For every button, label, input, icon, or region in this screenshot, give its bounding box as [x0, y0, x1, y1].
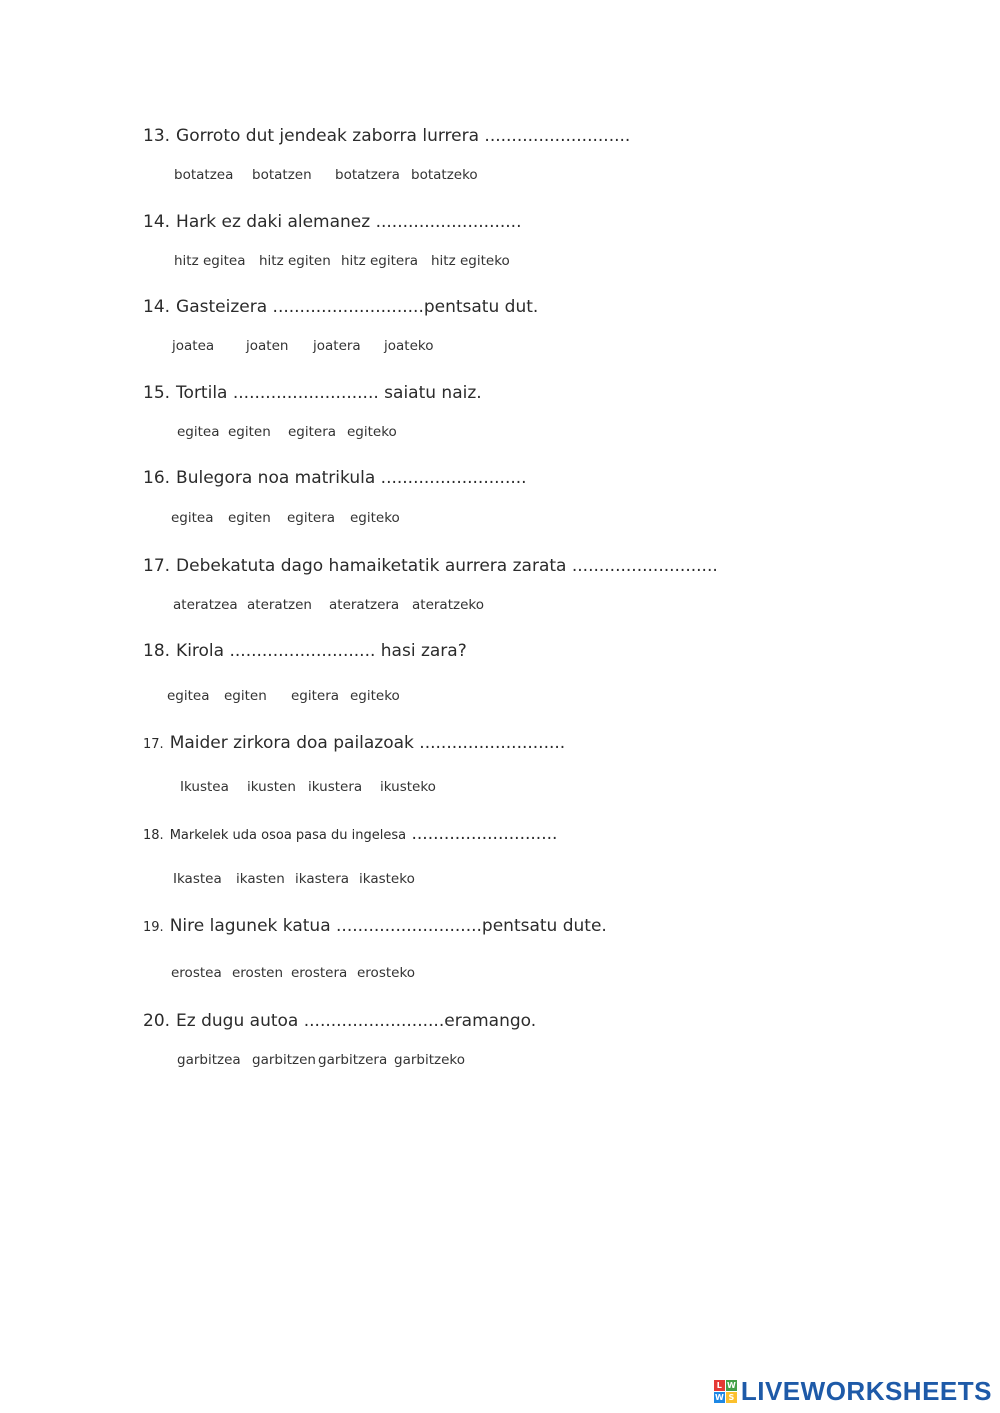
option[interactable]: garbitzea — [177, 1052, 241, 1068]
question-18a — [143, 641, 467, 661]
option[interactable]: botatzen — [252, 167, 312, 183]
option[interactable]: egitera — [288, 424, 337, 440]
option[interactable]: egiten — [228, 424, 271, 440]
question-text: Markelek uda osoa pasa du ingelesa — [169, 828, 407, 843]
option[interactable]: joatera — [313, 338, 361, 354]
option[interactable]: botatzea — [174, 167, 234, 183]
question-number: 14. — [143, 297, 171, 317]
question-text: Bulegora noa matrikula ........................... — [176, 468, 527, 488]
brand-name: LIVEWORKSHEETS — [740, 1376, 992, 1406]
question-15 — [143, 383, 482, 403]
option[interactable]: egiteko — [350, 688, 400, 704]
option[interactable]: erosten — [232, 965, 284, 981]
logo-cell: W — [714, 1393, 724, 1402]
option[interactable]: erostera — [291, 965, 348, 981]
question-16 — [143, 468, 527, 488]
question-number: 18. — [143, 641, 171, 661]
question-14a — [143, 212, 522, 232]
question-number: 17. — [143, 737, 164, 752]
option[interactable]: egiteko — [347, 424, 397, 440]
option[interactable]: egiten — [224, 688, 267, 704]
question-number: 19. — [143, 920, 164, 935]
question-20 — [143, 1011, 536, 1031]
option[interactable]: botatzera — [335, 167, 400, 183]
question-text: Tortila ........................... saiatu naiz. — [176, 383, 482, 403]
question-text: Hark ez daki alemanez ........................... — [176, 212, 522, 232]
option[interactable]: erostea — [171, 965, 222, 981]
option[interactable]: hitz egitea — [174, 253, 246, 269]
question-number: 14. — [143, 212, 171, 232]
question-text: Maider zirkora doa pailazoak ........................... — [169, 733, 566, 753]
option[interactable]: ateratzera — [329, 597, 400, 613]
question-13 — [143, 126, 630, 146]
question-text: Nire lagunek katua ...........................pentsatu dute. — [169, 916, 607, 936]
logo-cell: S — [726, 1392, 737, 1403]
option[interactable]: joatea — [172, 338, 215, 354]
option[interactable]: egitera — [291, 688, 340, 704]
option[interactable]: egiteko — [350, 510, 400, 526]
option[interactable]: hitz egitera — [341, 253, 419, 269]
option[interactable]: Ikastea — [173, 871, 222, 887]
question-18b — [143, 824, 557, 844]
option[interactable]: hitz egiteko — [431, 253, 510, 269]
option[interactable]: ikasteko — [359, 871, 415, 887]
logo-mark-icon — [714, 1380, 737, 1403]
option[interactable]: garbitzera — [318, 1052, 388, 1068]
question-text: Ez dugu autoa ..........................eramango. — [176, 1011, 537, 1031]
option[interactable]: egiten — [228, 510, 271, 526]
option[interactable]: egitea — [177, 424, 220, 440]
logo-cell: W — [726, 1381, 736, 1390]
answer-blank[interactable]: ........................... — [411, 824, 558, 844]
option[interactable]: egitera — [287, 510, 336, 526]
option[interactable]: hitz egiten — [259, 253, 331, 269]
question-14b — [143, 297, 538, 317]
option[interactable]: garbitzeko — [394, 1052, 465, 1068]
question-19 — [143, 916, 607, 936]
option[interactable]: ateratzea — [173, 597, 238, 613]
option[interactable]: botatzeko — [411, 167, 478, 183]
option[interactable]: ikasten — [236, 871, 285, 887]
question-number: 20. — [143, 1011, 171, 1031]
option[interactable]: ikustera — [308, 779, 363, 795]
option[interactable]: erosteko — [357, 965, 416, 981]
question-17a — [143, 556, 718, 576]
option[interactable]: ikastera — [295, 871, 350, 887]
option[interactable]: Ikustea — [180, 779, 229, 795]
option[interactable]: ateratzen — [247, 597, 312, 613]
question-number: 16. — [143, 468, 171, 488]
question-17b — [143, 733, 565, 753]
option[interactable]: joaten — [246, 338, 289, 354]
option[interactable]: ikusten — [247, 779, 296, 795]
option[interactable]: egitea — [171, 510, 214, 526]
question-text: Gasteizera ............................pentsatu dut. — [176, 297, 539, 317]
question-number: 15. — [143, 383, 171, 403]
option[interactable]: ikusteko — [380, 779, 436, 795]
option[interactable]: joateko — [384, 338, 434, 354]
question-number: 18. — [143, 828, 164, 843]
question-text: Gorroto dut jendeak zaborra lurrera ........................... — [176, 126, 631, 146]
option[interactable]: egitea — [167, 688, 210, 704]
option[interactable]: ateratzeko — [412, 597, 484, 613]
question-number: 13. — [143, 126, 171, 146]
question-number: 17. — [143, 556, 171, 576]
logo-cell: L — [714, 1380, 725, 1391]
question-text: Debekatuta dago hamaiketatik aurrera zarata ........................... — [176, 556, 718, 576]
question-text: Kirola ........................... hasi zara? — [176, 641, 467, 661]
option[interactable]: garbitzen — [252, 1052, 316, 1068]
liveworksheets-logo — [714, 1376, 992, 1407]
